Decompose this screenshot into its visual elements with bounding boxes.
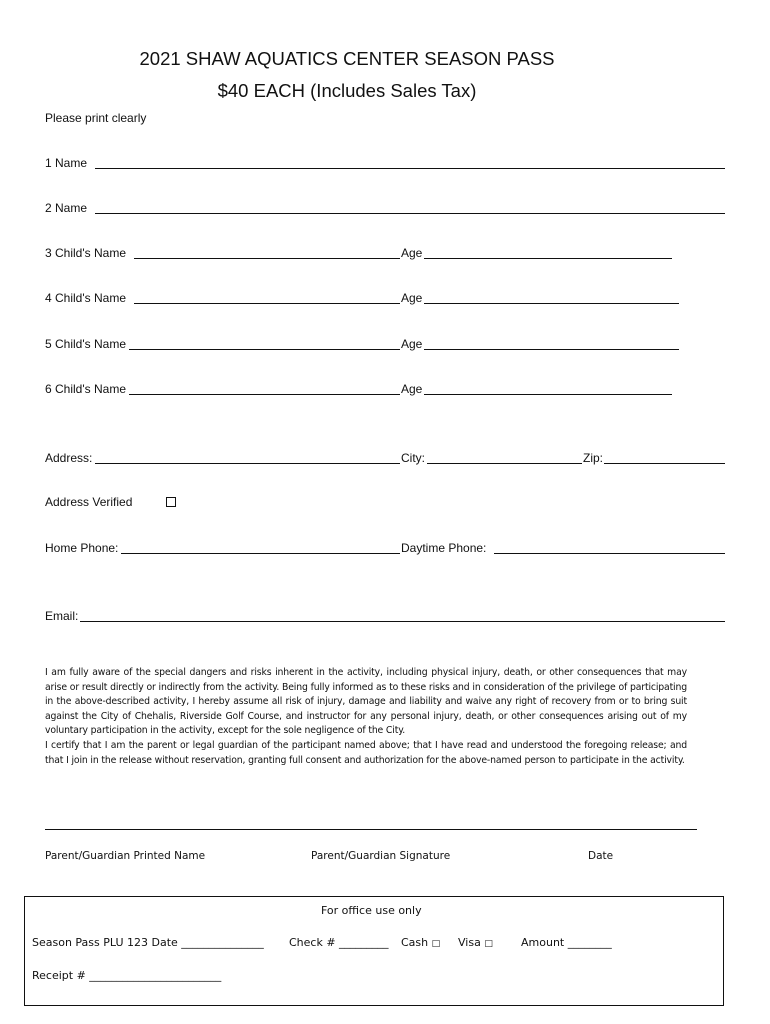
- visa-label: Visa: [458, 936, 481, 949]
- child-4-age-field[interactable]: [424, 303, 679, 304]
- child-6-field[interactable]: [129, 394, 400, 395]
- visa-checkbox-icon[interactable]: □: [484, 939, 493, 949]
- office-check-number[interactable]: Check # _________: [289, 936, 389, 949]
- child-3-age-label: Age: [401, 246, 423, 260]
- signature-caption: Parent/Guardian Signature: [311, 850, 451, 862]
- child-4-field[interactable]: [134, 303, 400, 304]
- child-3-label: 3 Child's Name: [45, 246, 126, 260]
- waiver-paragraph-1: I am fully aware of the special dangers and risks inherent in the activity, including physical injury, death, or other consequences that may arise or result directly or indirectly from the activity. Being fully informed as to these risks and in consideration of the privilege of participating in the above-described activity, I hereby assume all risk of injury, damage and liability and waive any right of recovery from or to bring suit against the City of Chehalis, Riverside Golf Course, and instructor for any personal injury, death, or other consequences arising out of my voluntary participation in the activity, except for the sole negligence of the City.: [45, 667, 687, 737]
- address-verified-checkbox[interactable]: [166, 497, 176, 507]
- signature-line[interactable]: [45, 829, 697, 830]
- address-verified-label: Address Verified: [45, 495, 133, 509]
- office-receipt[interactable]: Receipt # ________________________: [32, 969, 222, 982]
- office-visa[interactable]: [458, 936, 493, 949]
- cash-label: Cash: [401, 936, 429, 949]
- child-3-field[interactable]: [134, 258, 400, 259]
- daytime-phone-label: Daytime Phone:: [401, 541, 487, 555]
- cash-checkbox-icon[interactable]: □: [431, 939, 441, 949]
- printed-name-caption: Parent/Guardian Printed Name: [45, 850, 206, 862]
- address-field[interactable]: [95, 463, 400, 464]
- price-line: $40 EACH (Includes Sales Tax): [217, 80, 477, 101]
- child-4-label: 4 Child's Name: [45, 291, 126, 305]
- print-instruction: Please print clearly: [45, 111, 147, 125]
- home-phone-field[interactable]: [121, 553, 400, 554]
- child-5-label: 5 Child's Name: [45, 337, 126, 351]
- zip-field[interactable]: [604, 463, 725, 464]
- child-3-age-field[interactable]: [424, 258, 672, 259]
- office-heading: For office use only: [321, 904, 422, 917]
- name-2-field[interactable]: [95, 213, 725, 214]
- email-field[interactable]: [80, 621, 725, 622]
- home-phone-label: Home Phone:: [45, 541, 119, 555]
- office-amount[interactable]: Amount ________: [521, 936, 612, 949]
- zip-label: Zip:: [583, 451, 604, 465]
- city-field[interactable]: [427, 463, 582, 464]
- waiver-text: [45, 666, 687, 768]
- office-use-box: [24, 896, 724, 1006]
- office-cash[interactable]: [401, 936, 440, 949]
- waiver-paragraph-2: I certify that I am the parent or legal guardian of the participant named above; that I have read and understood the foregoing release; and that I join in the release without reservation, granting full consent and authorization for the above-named person to participate in the activity.: [45, 739, 687, 766]
- daytime-phone-field[interactable]: [494, 553, 725, 554]
- child-5-age-field[interactable]: [424, 349, 679, 350]
- child-5-field[interactable]: [129, 349, 400, 350]
- city-label: City:: [401, 451, 425, 465]
- form-title: 2021 SHAW AQUATICS CENTER SEASON PASS: [139, 48, 555, 69]
- child-4-age-label: Age: [401, 291, 423, 305]
- name-1-field[interactable]: [95, 168, 725, 169]
- office-plu-date[interactable]: Season Pass PLU 123 Date _______________: [32, 936, 264, 949]
- child-6-age-label: Age: [401, 382, 423, 396]
- child-5-age-label: Age: [401, 337, 423, 351]
- name-2-label: 2 Name: [45, 201, 88, 215]
- date-caption: Date: [588, 850, 614, 862]
- child-6-age-field[interactable]: [424, 394, 672, 395]
- name-1-label: 1 Name: [45, 156, 88, 170]
- email-label: Email:: [45, 609, 79, 623]
- child-6-label: 6 Child's Name: [45, 382, 126, 396]
- address-label: Address:: [45, 451, 93, 465]
